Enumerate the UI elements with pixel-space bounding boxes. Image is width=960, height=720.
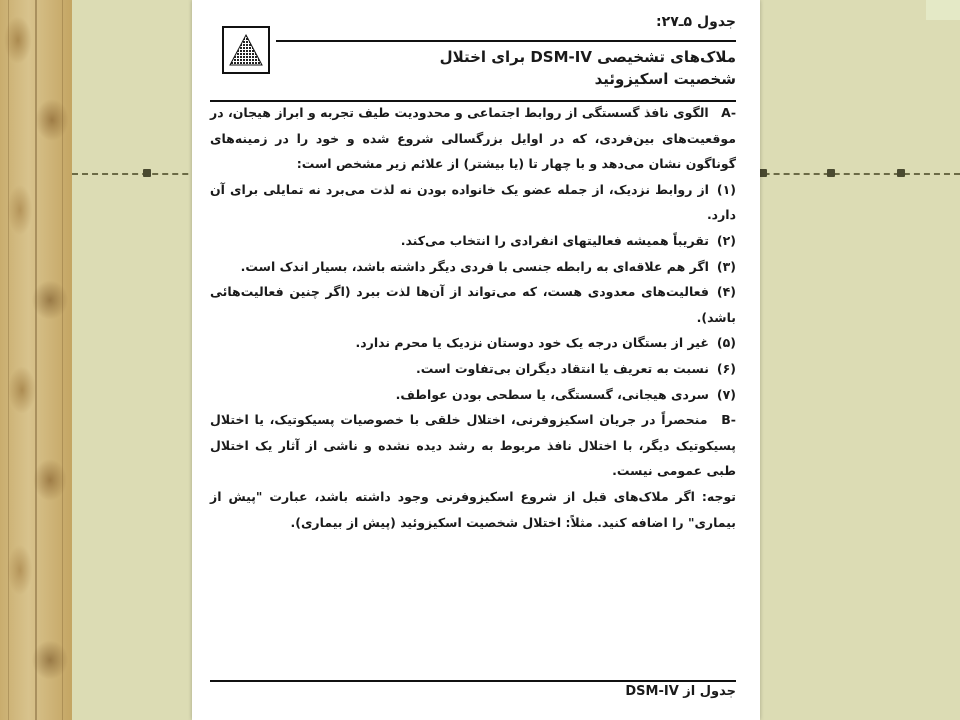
item-text: سردی هیجانی، گسستگی، یا سطحی بودن عواطف. — [395, 386, 709, 402]
table-number: جدول ۵ـ۲۷: — [656, 14, 736, 30]
note — [210, 484, 736, 535]
criterion-item — [210, 382, 736, 408]
decorative-dot — [759, 169, 767, 177]
scanned-document-page — [192, 0, 760, 720]
item-text: از روابط نزدیک، از جمله عضو یک خانواده بودن نه لذت می‌برد نه تمایلی برای آن دارد. — [210, 181, 736, 223]
table-source: جدول از DSM-IV — [625, 684, 736, 699]
item-text: تقریباً همیشه فعالیتهای انفرادی را انتخاب می‌کند. — [400, 232, 709, 248]
footer-divider — [210, 680, 736, 682]
criterion-letter: -B — [721, 412, 736, 428]
decorative-dot — [827, 169, 835, 177]
criterion-item — [210, 177, 736, 228]
criterion-item — [210, 356, 736, 382]
item-text: نسبت به تعریف یا انتقاد دیگران بی‌تفاوت است. — [416, 360, 709, 376]
triangle-logo-icon — [222, 26, 270, 74]
criterion-a — [210, 100, 736, 177]
item-text: غیر از بستگان درجه یک خود دوستان نزدیک یا محرم ندارد. — [355, 335, 709, 351]
item-text: اگر هم علاقه‌ای به رابطه جنسی با فردی دیگر داشته باشد، بسیار اندک است. — [240, 258, 709, 274]
criterion-item — [210, 330, 736, 356]
table-header — [210, 14, 736, 102]
criterion-item — [210, 279, 736, 330]
table-title: ملاک‌های تشخیصی DSM-IV برای اختلال — [276, 40, 736, 66]
item-text: فعالیت‌های معدودی هست، که می‌تواند از آن‌ها لذت ببرد (اگر چنین فعالیت‌هائی باشد). — [210, 284, 736, 325]
corner-decoration — [926, 0, 960, 20]
criteria-body — [210, 100, 736, 535]
item-number: (۴) — [716, 284, 736, 300]
criterion-b — [210, 407, 736, 484]
decorative-dot — [143, 169, 151, 177]
item-number: (۶) — [716, 360, 736, 376]
item-number: (۲) — [716, 232, 736, 248]
decorative-dot — [897, 169, 905, 177]
table-subtitle: شخصیت اسکیزوئید — [594, 70, 736, 88]
item-number: (۳) — [716, 258, 736, 274]
criterion-b-text: منحصراً در جریان اسکیزوفرنی، اختلال خلقی با خصوصیات پسیکوتیک، یا اختلال پسیکوتیک دیگر، با اختلال نافذ مربوط به رشد دیده نشده و ناشی از آثار یک اختلال طبی عمومی نیست. — [210, 412, 736, 479]
criterion-letter: -A — [721, 105, 737, 120]
item-number: (۵) — [716, 335, 736, 351]
criterion-item — [210, 254, 736, 280]
criterion-a-text: الگوی نافذ گسستگی از روابط اجتماعی و محدودیت طیف تجربه و ابراز هیجان، در موقعیت‌های بین‌فردی، که در اوایل بزرگسالی شروع شده و خود را در زمینه‌های گوناگون نشان می‌دهد و با چهار تا (یا بیشتر) از علائم زیر مشخص است: — [210, 105, 736, 172]
note-text: اگر ملاک‌های قبل از شروع اسکیزوفرنی وجود داشته باشد، عبارت "پیش از بیماری" را اضافه کنید. مثلاً: اختلال شخصیت اسکیزوئید (پیش از بیماری). — [210, 488, 736, 530]
item-number: (۷) — [716, 386, 736, 402]
item-number: (۱) — [716, 181, 736, 197]
decorative-leaf-strip — [0, 0, 72, 720]
criterion-item — [210, 228, 736, 254]
note-label: توجه: — [701, 488, 736, 504]
